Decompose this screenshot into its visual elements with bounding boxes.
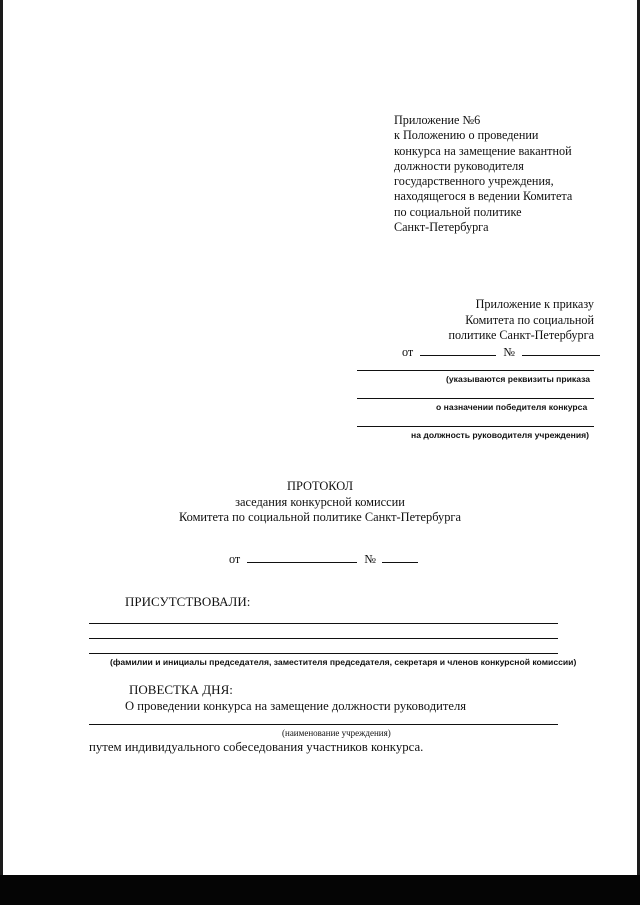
order-requisites-line xyxy=(357,370,594,371)
order-line: Приложение к приказу xyxy=(475,297,594,311)
present-fill-line xyxy=(89,638,558,639)
institution-fill-line xyxy=(89,724,558,725)
protocol-number-sign: № xyxy=(364,552,376,566)
scan-edge-left xyxy=(0,0,3,880)
order-note: на должность руководителя учреждения) xyxy=(411,430,589,440)
protocol-number-blank xyxy=(382,550,418,563)
protocol-subtitle: Комитета по социальной политике Санкт-Петербурга xyxy=(178,510,462,525)
order-number-sign: № xyxy=(503,345,515,359)
agenda-label: ПОВЕСТКА ДНЯ: xyxy=(129,682,233,697)
appendix-line: находящегося в ведении Комитета xyxy=(394,189,573,204)
appendix-line: Приложение №6 xyxy=(394,113,481,127)
appendix-line: государственного учреждения, xyxy=(394,174,554,189)
order-date-prefix: от xyxy=(402,345,414,359)
protocol-subtitle: заседания конкурсной комиссии xyxy=(235,494,405,509)
order-date-line xyxy=(402,343,600,360)
institution-note: (наименование учреждения) xyxy=(282,728,391,738)
order-date-blank xyxy=(420,343,496,356)
present-fill-line xyxy=(89,623,558,624)
order-line: Комитета по социальной xyxy=(465,312,594,327)
protocol-date-blank xyxy=(247,550,357,563)
protocol-date-prefix: от xyxy=(229,552,241,566)
order-header xyxy=(380,297,594,344)
order-note: о назначении победителя конкурса xyxy=(436,402,588,412)
scan-bottom-band xyxy=(0,875,640,905)
appendix-line: Санкт-Петербурга xyxy=(394,220,489,235)
appendix-line: должности руководителя xyxy=(394,158,524,173)
order-number-blank xyxy=(522,343,600,356)
order-note: (указываются реквизиты приказа xyxy=(446,374,591,384)
order-line: политике Санкт-Петербурга xyxy=(448,328,594,343)
agenda-text: О проведении конкурса на замещение должности руководителя xyxy=(125,699,467,713)
appendix-header xyxy=(394,113,634,235)
appendix-line: по социальной политике xyxy=(394,204,522,219)
appendix-line: конкурса на замещение вакантной xyxy=(394,143,572,158)
agenda-method: путем индивидуального собеседования участников конкурса. xyxy=(89,740,424,754)
order-requisites-line xyxy=(357,398,594,399)
present-label: ПРИСУТСТВОВАЛИ: xyxy=(125,594,251,609)
present-note: (фамилии и инициалы председателя, заместителя председателя, секретаря и членов конкурсной комиссии) xyxy=(110,657,577,667)
order-requisites-line xyxy=(357,426,594,427)
protocol-date-line xyxy=(229,550,418,567)
protocol-title-block xyxy=(150,479,490,526)
present-fill-line xyxy=(89,653,558,654)
protocol-title: ПРОТОКОЛ xyxy=(287,479,353,493)
appendix-line: к Положению о проведении xyxy=(394,128,539,143)
